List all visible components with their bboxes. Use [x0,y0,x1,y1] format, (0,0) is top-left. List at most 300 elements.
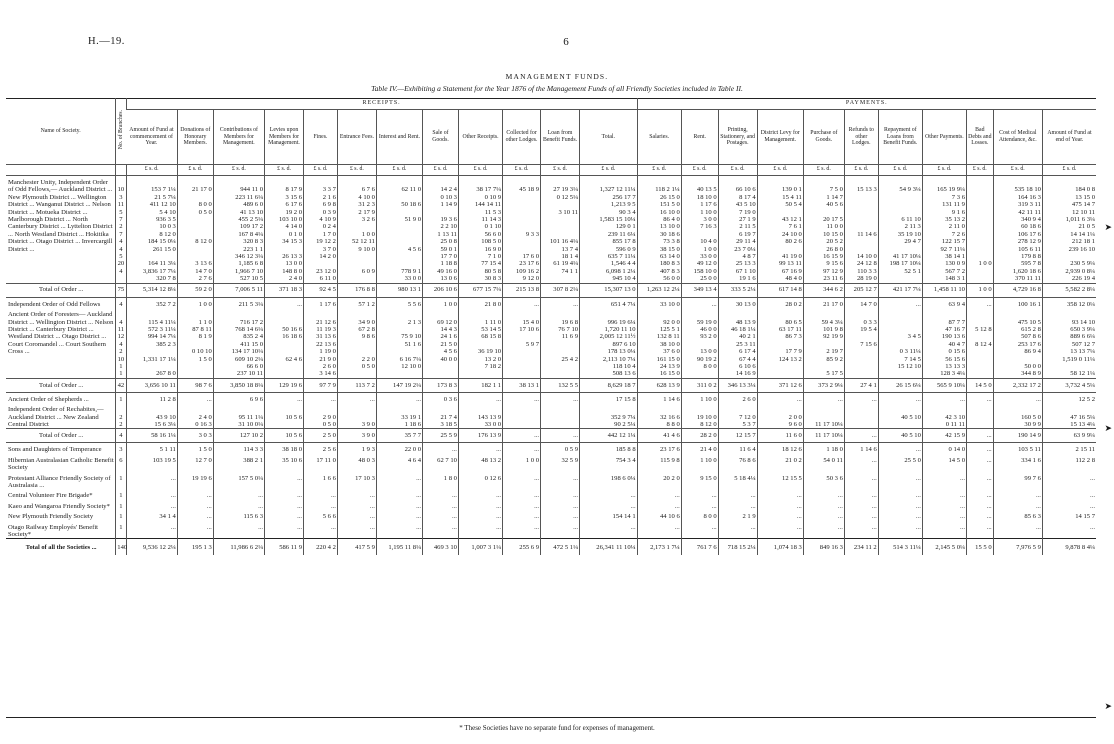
amount-cell: 651 4 7¼ [580,297,638,308]
amount-cell: 48 13 2 [458,454,502,472]
amount-cell: 98 7 6 [177,378,213,392]
amount-cell: 19 10 0 8 12 0 [681,403,718,429]
amount-cell: 2,173 1 7¼ [637,539,681,556]
amount-cell: ... [376,392,422,403]
amount-cell: 26,341 11 10¼ [580,539,638,556]
amount-cell: ... [844,429,878,443]
amount-cell: ... [265,297,304,308]
branches-cell: 2 2 [116,403,126,429]
column-header: Purchase of Goods. [803,110,844,165]
unit-cell: £ s. d. [637,165,681,176]
amount-cell: 472 5 1¼ [541,539,580,556]
amount-cell: 0 5 9 [541,443,580,454]
amount-cell: 15 13 3 11 14 6 14 10 0 24 12 8 110 3 3 28 19 0 [844,176,878,284]
margin-mark: ➤ [1104,701,1112,711]
amount-cell: 59 2 0 [177,283,213,297]
column-header: Interest and Rent. [376,110,422,165]
amount-cell: ... [681,489,718,499]
amount-cell: ... [177,489,213,499]
amount-cell: ... [503,472,541,490]
amount-cell: 63 9 9¼ [1042,429,1096,443]
amount-cell: 115 4 11¼ 572 3 11¼ 994 14 7¼ 385 2 3 1,331 17 1¼ 267 8 0 [126,308,177,378]
management-funds-table [6,98,1096,555]
amount-cell: 19 6 8 76 7 10 11 6 9 25 4 2 [541,308,580,378]
amount-cell: 198 6 0¼ [580,472,638,490]
amount-cell: 147 19 2¼ [376,378,422,392]
amount-cell: 311 0 2 [681,378,718,392]
page-number: 6 [563,36,569,48]
society-name-cell: Kaeo and Wangaroa Friendly Society* [8,502,110,510]
amount-cell: ... [580,500,638,510]
table-header [6,98,1096,176]
amount-cell: 5 1 11 [126,443,177,454]
amount-cell: ... [265,521,304,539]
amount-cell: ... [922,500,966,510]
amount-cell: 307 8 2¼ [541,283,580,297]
amount-cell: ... [1042,489,1096,499]
column-header: Amount of Fund at commencement of Year. [126,110,177,165]
amount-cell: 1,458 11 10 [922,283,966,297]
amount-cell: 754 3 4 [580,454,638,472]
column-header: Printing, Stationery, and Postages. [718,110,757,165]
amount-cell: 4 6 4 [376,454,422,472]
amount-cell: 5 5 6 [376,297,422,308]
column-header: Bad Debts and Losses. [966,110,993,165]
amount-cell: 17 10 3 [337,472,376,490]
amount-cell: ... [803,510,844,520]
amount-cell: 11,986 6 2¼ [213,539,264,556]
column-header: Repayment of Loans from Benefit Funds. [878,110,922,165]
amount-cell: ... [757,521,803,539]
amount-cell: ... [637,500,681,510]
amount-cell: ... [177,500,213,510]
amount-cell: 373 2 9¼ [803,378,844,392]
amount-cell: 69 12 0 14 4 3 24 1 6 21 5 0 4 5 6 40 0 0 [423,308,459,378]
branches-cell: 42 [116,378,126,392]
amount-cell: 118 2 1¼ 26 15 0 151 5 0 16 10 0 86 4 0 13 10 0 30 18 6 73 3 8 38 15 0 63 14 0 180 8 3 407 8 3 56 0 0 [637,176,681,284]
amount-cell: ... [213,500,264,510]
amount-cell: 388 2 1 [213,454,264,472]
amount-cell: ... [844,500,878,510]
amount-cell: ... [966,521,993,539]
amount-cell: ... [922,510,966,520]
amount-cell: ... [803,489,844,499]
amount-cell: ... [844,472,878,490]
amount-cell: 1 5 0 [177,443,213,454]
amount-cell: 3,850 18 8¼ [213,378,264,392]
amount-cell: ... [966,429,993,443]
branches-cell: 1 [116,521,126,539]
amount-cell: 6 9 6 [213,392,264,403]
unit-cell: £ s. d. [1042,165,1096,176]
amount-cell: 469 3 10 [423,539,459,556]
amount-cell: 93 14 10 650 3 9¼ 889 6 6¼ 507 12 7 13 13 7¼ 1,519 0 11¼ 58 12 1¼ [1042,308,1096,378]
society-name-cell: Hibernian Australasian Catholic Benefit Society [8,456,114,472]
amount-cell: 9,536 12 2¼ [126,539,177,556]
amount-cell: 211 5 3¼ [213,297,264,308]
amount-cell: 43 9 10 15 6 3¼ [126,403,177,429]
amount-cell: 38 13 1 [503,378,541,392]
amount-cell: 92 4 5 [304,283,338,297]
amount-cell: 22 0 0 [376,443,422,454]
society-name-cell: Protestant Alliance Friendly Society of Australasia ... [8,474,111,489]
amount-cell: 103 19 5 [126,454,177,472]
amount-cell: ... [458,443,502,454]
unit-cell: £ s. d. [177,165,213,176]
amount-cell: 1 10 0 [681,454,718,472]
column-header: Donations of Honorary Members. [177,110,213,165]
branches-cell: 4 [116,297,126,308]
amount-cell: 1,327 12 11¼ 256 17 7 1,213 9 5 90 3 4 1,583 15 10¼ 129 0 1 239 11 6¼ 855 17 8 596 0 9 635 7 11¼ 1,546 4 4 6,098 1 2¼ 945 10 4 [580,176,638,284]
unit-cell: £ s. d. [541,165,580,176]
branches-cell: 1 [116,510,126,520]
amount-cell: 3,656 10 11 [126,378,177,392]
amount-cell: ... [844,454,878,472]
amount-cell: 1 6 6 [304,472,338,490]
unit-cell [6,165,116,176]
amount-cell: 35 7 7 [376,429,422,443]
society-name-cell: Sons and Daughters of Temperance [8,446,102,454]
amount-cell: 1 11 0 53 14 5 68 15 8 36 19 10 13 2 0 7 18 2 [458,308,502,378]
amount-cell: 1,263 12 2¼ [637,283,681,297]
amount-cell: 3 4 5 0 3 11¼ 7 14 5 15 12 10 [878,308,922,378]
amount-cell: 38 18 0 [265,443,304,454]
amount-cell: 26 15 6¼ [878,378,922,392]
amount-cell: ... [458,489,502,499]
amount-cell: ... [126,521,177,539]
unit-cell: £ s. d. [126,165,177,176]
amount-cell: ... [423,443,459,454]
branches-cell: 1 [116,500,126,510]
society-row [6,403,1096,429]
amount-cell: 58 16 1¼ [126,429,177,443]
society-name-cell: Independent Order of Rechabites,— Auckland District ... New Zealand Central District [8,406,104,428]
unit-cell: £ s. d. [503,165,541,176]
column-header: Refunds to other Lodges. [844,110,878,165]
society-row [6,308,1096,378]
amount-cell: 21 4 0 [681,443,718,454]
society-name-cell: Total of Order ... [6,378,116,392]
amount-cell: 9 15 0 [681,472,718,490]
amount-cell: 849 16 3 [803,539,844,556]
table-subtitle: Table IV.—Exhibiting a Statement for the Year 1876 of the Management Funds of all Friendly Societies included in Table II. [371,84,743,93]
unit-cell: £ s. d. [878,165,922,176]
amount-cell: 12 15 7 [718,429,757,443]
amount-cell: ... [541,429,580,443]
unit-cell: £ s. d. [966,165,993,176]
amount-cell: 11 6 0 [757,429,803,443]
amount-cell: 21 17 0 8 0 0 0 5 0 8 12 0 3 13 6 14 7 0 2 7 6 [177,176,213,284]
amount-cell: 182 1 1 [458,378,502,392]
amount-cell: ... [541,297,580,308]
amount-cell: 14 5 0 [966,378,993,392]
amount-cell: ... [637,521,681,539]
amount-cell: ... [541,500,580,510]
unit-cell: £ s. d. [757,165,803,176]
amount-cell: 21 8 0 [458,297,502,308]
amount-cell: ... [757,489,803,499]
unit-row [6,165,1096,176]
amount-cell: 358 12 0¼ [1042,297,1096,308]
amount-cell: ... [503,500,541,510]
amount-cell: 1,195 11 8¼ [376,539,422,556]
unit-cell: £ s. d. [423,165,459,176]
amount-cell: 54 0 11 [803,454,844,472]
amount-cell: 3 0 3 [177,429,213,443]
amount-cell: ... [376,500,422,510]
society-row [6,489,1096,499]
amount-cell: ... [757,510,803,520]
amount-cell: 35 10 6 [265,454,304,472]
amount-cell: 1 8 0 [423,472,459,490]
amount-cell: ... [878,500,922,510]
amount-cell: ... [126,489,177,499]
amount-cell: ... [423,500,459,510]
amount-cell: 14 7 0 [844,297,878,308]
amount-cell: ... [213,489,264,499]
amount-cell: 0 3 3 19 5 4 7 15 6 [844,308,878,378]
amount-cell: ... [337,489,376,499]
unit-cell: £ s. d. [718,165,757,176]
amount-cell: 190 14 9 [993,429,1042,443]
amount-cell: ... [213,521,264,539]
amount-cell: ... [878,510,922,520]
amount-cell: ... [681,521,718,539]
unit-cell: £ s. d. [922,165,966,176]
amount-cell: ... [1042,521,1096,539]
column-header: Name of Society. [6,98,116,165]
amount-cell: 11 17 10¼ [803,403,844,429]
amount-cell: ... [580,489,638,499]
amount-cell: 114 3 3 [213,443,264,454]
grand-total-row [6,539,1096,556]
margin-mark: ➤ [1104,222,1112,232]
amount-cell: 220 4 2 [304,539,338,556]
unit-cell: £ s. d. [337,165,376,176]
column-header: Collected for other Lodges. [503,110,541,165]
amount-cell: ... [966,443,993,454]
amount-cell: ... [878,392,922,403]
amount-cell: ... [757,392,803,403]
branches-cell: 3 [116,443,126,454]
amount-cell: 371 18 3 [265,283,304,297]
amount-cell: 417 5 9 [337,539,376,556]
amount-cell: 7 5 0 1 14 7 40 5 6 20 17 5 11 0 0 10 15 0 20 5 2 26 8 0 16 15 9 9 15 6 97 12 9 23 11 6 [803,176,844,284]
amount-cell: ... [337,392,376,403]
amount-cell: ... [966,297,993,308]
amount-cell: 45 18 9 9 3 3 17 6 0 23 17 6 109 16 2 9 12 0 [503,176,541,284]
amount-cell: 234 11 2 [844,539,878,556]
amount-cell: 3 9 0 [337,403,376,429]
amount-cell: 10 5 6 [265,403,304,429]
amount-cell: 99 7 6 [993,472,1042,490]
amount-cell: 54 9 3¼ 6 11 10 2 11 3 35 19 10 29 4 7 41 17 10¼ 198 17 10¼ 52 5 1 [878,176,922,284]
amount-cell: 21 12 6 11 19 3 31 13 6 22 13 6 1 19 0 21 9 0 2 6 0 3 14 6 [304,308,338,378]
amount-cell: 40 13 5 18 10 0 1 17 6 1 10 0 3 0 0 7 16 3 10 4 0 1 0 0 33 0 0 49 12 0 158 10 0 25 0 0 [681,176,718,284]
amount-cell: ... [376,472,422,490]
amount-cell: 85 6 3 [993,510,1042,520]
amount-cell: 5,582 2 8¼ [1042,283,1096,297]
amount-cell: 5 6 6 [304,510,338,520]
amount-cell: 103 5 11 [993,443,1042,454]
column-header [116,98,126,165]
amount-cell: ... [1042,500,1096,510]
amount-cell: 716 17 2 768 14 6¼ 835 2 4 411 15 0 134 17 10¼ 609 10 2¼ 66 6 0 237 10 11 [213,308,264,378]
amount-cell: 48 13 9 46 18 1¼ 40 2 1 25 3 11 6 17 4 67 4 4 6 10 6 14 16 9 [718,308,757,378]
amount-cell: 154 14 1 [580,510,638,520]
column-header: Rent. [681,110,718,165]
amount-cell: 28 2 0 [681,429,718,443]
column-header: Loan from Benefit Funds. [541,110,580,165]
amount-cell: 442 12 1¼ [580,429,638,443]
society-name-cell: Total of Order ... [6,283,116,297]
amount-cell: 14 15 7 [1042,510,1096,520]
society-row [6,454,1096,472]
amount-cell: 215 13 8 [503,283,541,297]
amount-cell: ... [458,500,502,510]
amount-cell: 12 5 2 [1042,392,1096,403]
amount-cell: 143 13 9 33 0 0 [458,403,502,429]
amount-cell: 9,878 8 4¼ [1042,539,1096,556]
amount-cell: 21 0 2 [757,454,803,472]
amount-cell: 255 6 9 [503,539,541,556]
unit-cell: £ s. d. [844,165,878,176]
amount-cell: 87 7 7 47 16 7 190 13 6 40 4 7 0 15 6 56 15 6 13 13 3 128 3 4¼ [922,308,966,378]
column-header: Other Receipts. [458,110,502,165]
amount-cell: 27 19 3¼ 0 12 5¼ 3 10 11 101 16 4¼ 13 7 4 18 1 4 61 19 4¼ 74 1 1 [541,176,580,284]
amount-cell: 2 6 0 [718,392,757,403]
amount-cell: 944 11 0 223 11 6¼ 489 6 0 41 13 10 455 2 5¼ 109 17 2 167 8 4¼ 320 8 3 223 1 1 346 12 3¼ 1,185 6 8 1,966 7 10 527 10 5 [213,176,264,284]
amount-cell: 2 5 6 [304,443,338,454]
amount-cell: 352 7 2 [126,297,177,308]
amount-cell: 2 1 3 75 9 10 51 1 6 6 16 7¼ 12 10 0 [376,308,422,378]
amount-cell: 153 7 1¼ 21 5 7¼ 411 12 10 5 4 10 936 3 5 10 0 3 8 12 0 184 15 0¼ 261 15 0 164 11 3¼ 3,836 17 7¼ 320 7 8 [126,176,177,284]
society-name-cell: Ancient Order of Shepherds ... [8,395,89,403]
amount-cell: 115 6 3 [213,510,264,520]
amount-cell: 996 19 6¼ 1,720 11 10 2,005 12 11½ 897 6 10 178 13 0¼ 2,113 10 7¼ 118 10 4 508 13 6 [580,308,638,378]
amount-cell: ... [803,521,844,539]
amount-cell: 160 5 0 30 9 9 [993,403,1042,429]
amount-cell: 42 15 9 [922,429,966,443]
amount-cell: ... [993,500,1042,510]
amount-cell: 62 7 10 [423,454,459,472]
amount-cell: 8,629 18 7 [580,378,638,392]
page-header [78,36,1054,52]
amount-cell: 718 15 2¼ [718,539,757,556]
amount-cell: 1 18 0 [803,443,844,454]
amount-cell: 11 2 8 [126,392,177,403]
amount-cell: 628 13 9 [637,378,681,392]
amount-cell: ... [718,500,757,510]
amount-cell: ... [177,392,213,403]
amount-cell: ... [681,500,718,510]
amount-cell: ... [718,489,757,499]
amount-cell: ... [503,297,541,308]
branches-cell: 4 [116,429,126,443]
amount-cell: 2 1 9 [718,510,757,520]
amount-cell: 475 10 5 615 2 8 507 8 6 253 17 6 86 9 4 50 0 0 344 8 9 [993,308,1042,378]
branches-cell: 1 [116,392,126,403]
society-name-cell: Ancient Order of Foresters— Auckland District ... Wellington District ... Nelson District ... Canterbury District ... Westland District ... Otago District ... Court Coromandel ... Court Southern Cross ... [8,311,114,356]
amount-cell: ... [423,521,459,539]
amount-cell: 3,732 4 5¼ [1042,378,1096,392]
payments-group-header: PAYMENTS. [637,98,1096,110]
amount-cell: 2 4 0 0 16 3 [177,403,213,429]
amount-cell: 11 6 4 [718,443,757,454]
amount-cell: 7 12 0 5 3 7 [718,403,757,429]
amount-cell: ... [922,489,966,499]
amount-cell: 1,007 3 1¼ [458,539,502,556]
column-header: Cost of Medical Attendance, &c. [993,110,1042,165]
amount-cell: 586 11 9 [265,539,304,556]
amount-cell: ... [878,472,922,490]
amount-cell: ... [541,472,580,490]
unit-cell: £ s. d. [304,165,338,176]
amount-cell: 115 9 8 [637,454,681,472]
amount-cell: ... [844,489,878,499]
amount-cell: ... [844,510,878,520]
amount-cell: 1 0 0 [177,297,213,308]
unit-cell: £ s. d. [213,165,264,176]
society-row [6,297,1096,308]
amount-cell: 80 6 5 63 17 11 86 7 3 17 7 9 124 13 2 [757,308,803,378]
amount-cell: 195 1 3 [177,539,213,556]
amount-cell: 5 18 4¼ [718,472,757,490]
amount-cell: ... [637,489,681,499]
amount-cell: 1,074 18 3 [757,539,803,556]
amount-cell: 3 3 7 2 1 6 6 9 8 0 3 9 4 10 9 0 2 4 1 7 0 19 12 2 3 7 0 14 2 0 23 12 0 6 11 0 [304,176,338,284]
amount-cell: ... [458,521,502,539]
amount-cell: 50 3 6 [803,472,844,490]
amount-cell: 2 9 0 0 5 0 [304,403,338,429]
amount-cell: 59 4 3¼ 101 9 8 92 19 9 2 19 7 85 9 2 5 17 5 [803,308,844,378]
amount-cell: 132 5 5 [541,378,580,392]
amount-cell: 18 12 6 [757,443,803,454]
column-header: Contributions of Members for Management. [213,110,264,165]
amount-cell: 349 13 4 [681,283,718,297]
amount-cell: 421 17 7¼ [878,283,922,297]
column-header: Levies upon Members for Management. [265,110,304,165]
amount-cell: ... [541,510,580,520]
amount-cell: 41 4 6 [637,429,681,443]
amount-cell: ... [177,510,213,520]
amount-cell: 21 7 4 3 18 5 [423,403,459,429]
amount-cell: ... [718,521,757,539]
amount-cell: 33 19 1 1 18 6 [376,403,422,429]
amount-cell: 8 0 0 [681,510,718,520]
column-header: District Levy for Management. [757,110,803,165]
amount-cell [844,403,878,429]
unit-cell: £ s. d. [376,165,422,176]
amount-cell: 95 11 1¼ 31 10 0¼ [213,403,264,429]
branches-cell: 75 [116,283,126,297]
amount-cell: 333 5 2¼ [718,283,757,297]
unit-cell: £ s. d. [803,165,844,176]
amount-cell: 25 5 0 [878,454,922,472]
amount-cell: 1 9 3 [337,443,376,454]
amount-cell: 1 17 6 [304,297,338,308]
society-name-cell: Otago Railway Employés' Benefit Society* [8,523,99,539]
amount-cell [541,403,580,429]
amount-cell: ... [503,521,541,539]
amount-cell: 371 12 6 [757,378,803,392]
amount-cell: 112 2 8 [1042,454,1096,472]
amount-cell: 206 10 6 [423,283,459,297]
amount-cell: 2 5 0 [304,429,338,443]
amount-cell: 38 17 7¼ 0 10 9 144 14 11 11 5 3 11 14 3 0 1 10 56 6 0 108 5 0 16 9 0 7 1 0 77 15 4 80 5 8 30 8 3 [458,176,502,284]
order-total-row [6,429,1096,443]
amount-cell: ... [376,489,422,499]
